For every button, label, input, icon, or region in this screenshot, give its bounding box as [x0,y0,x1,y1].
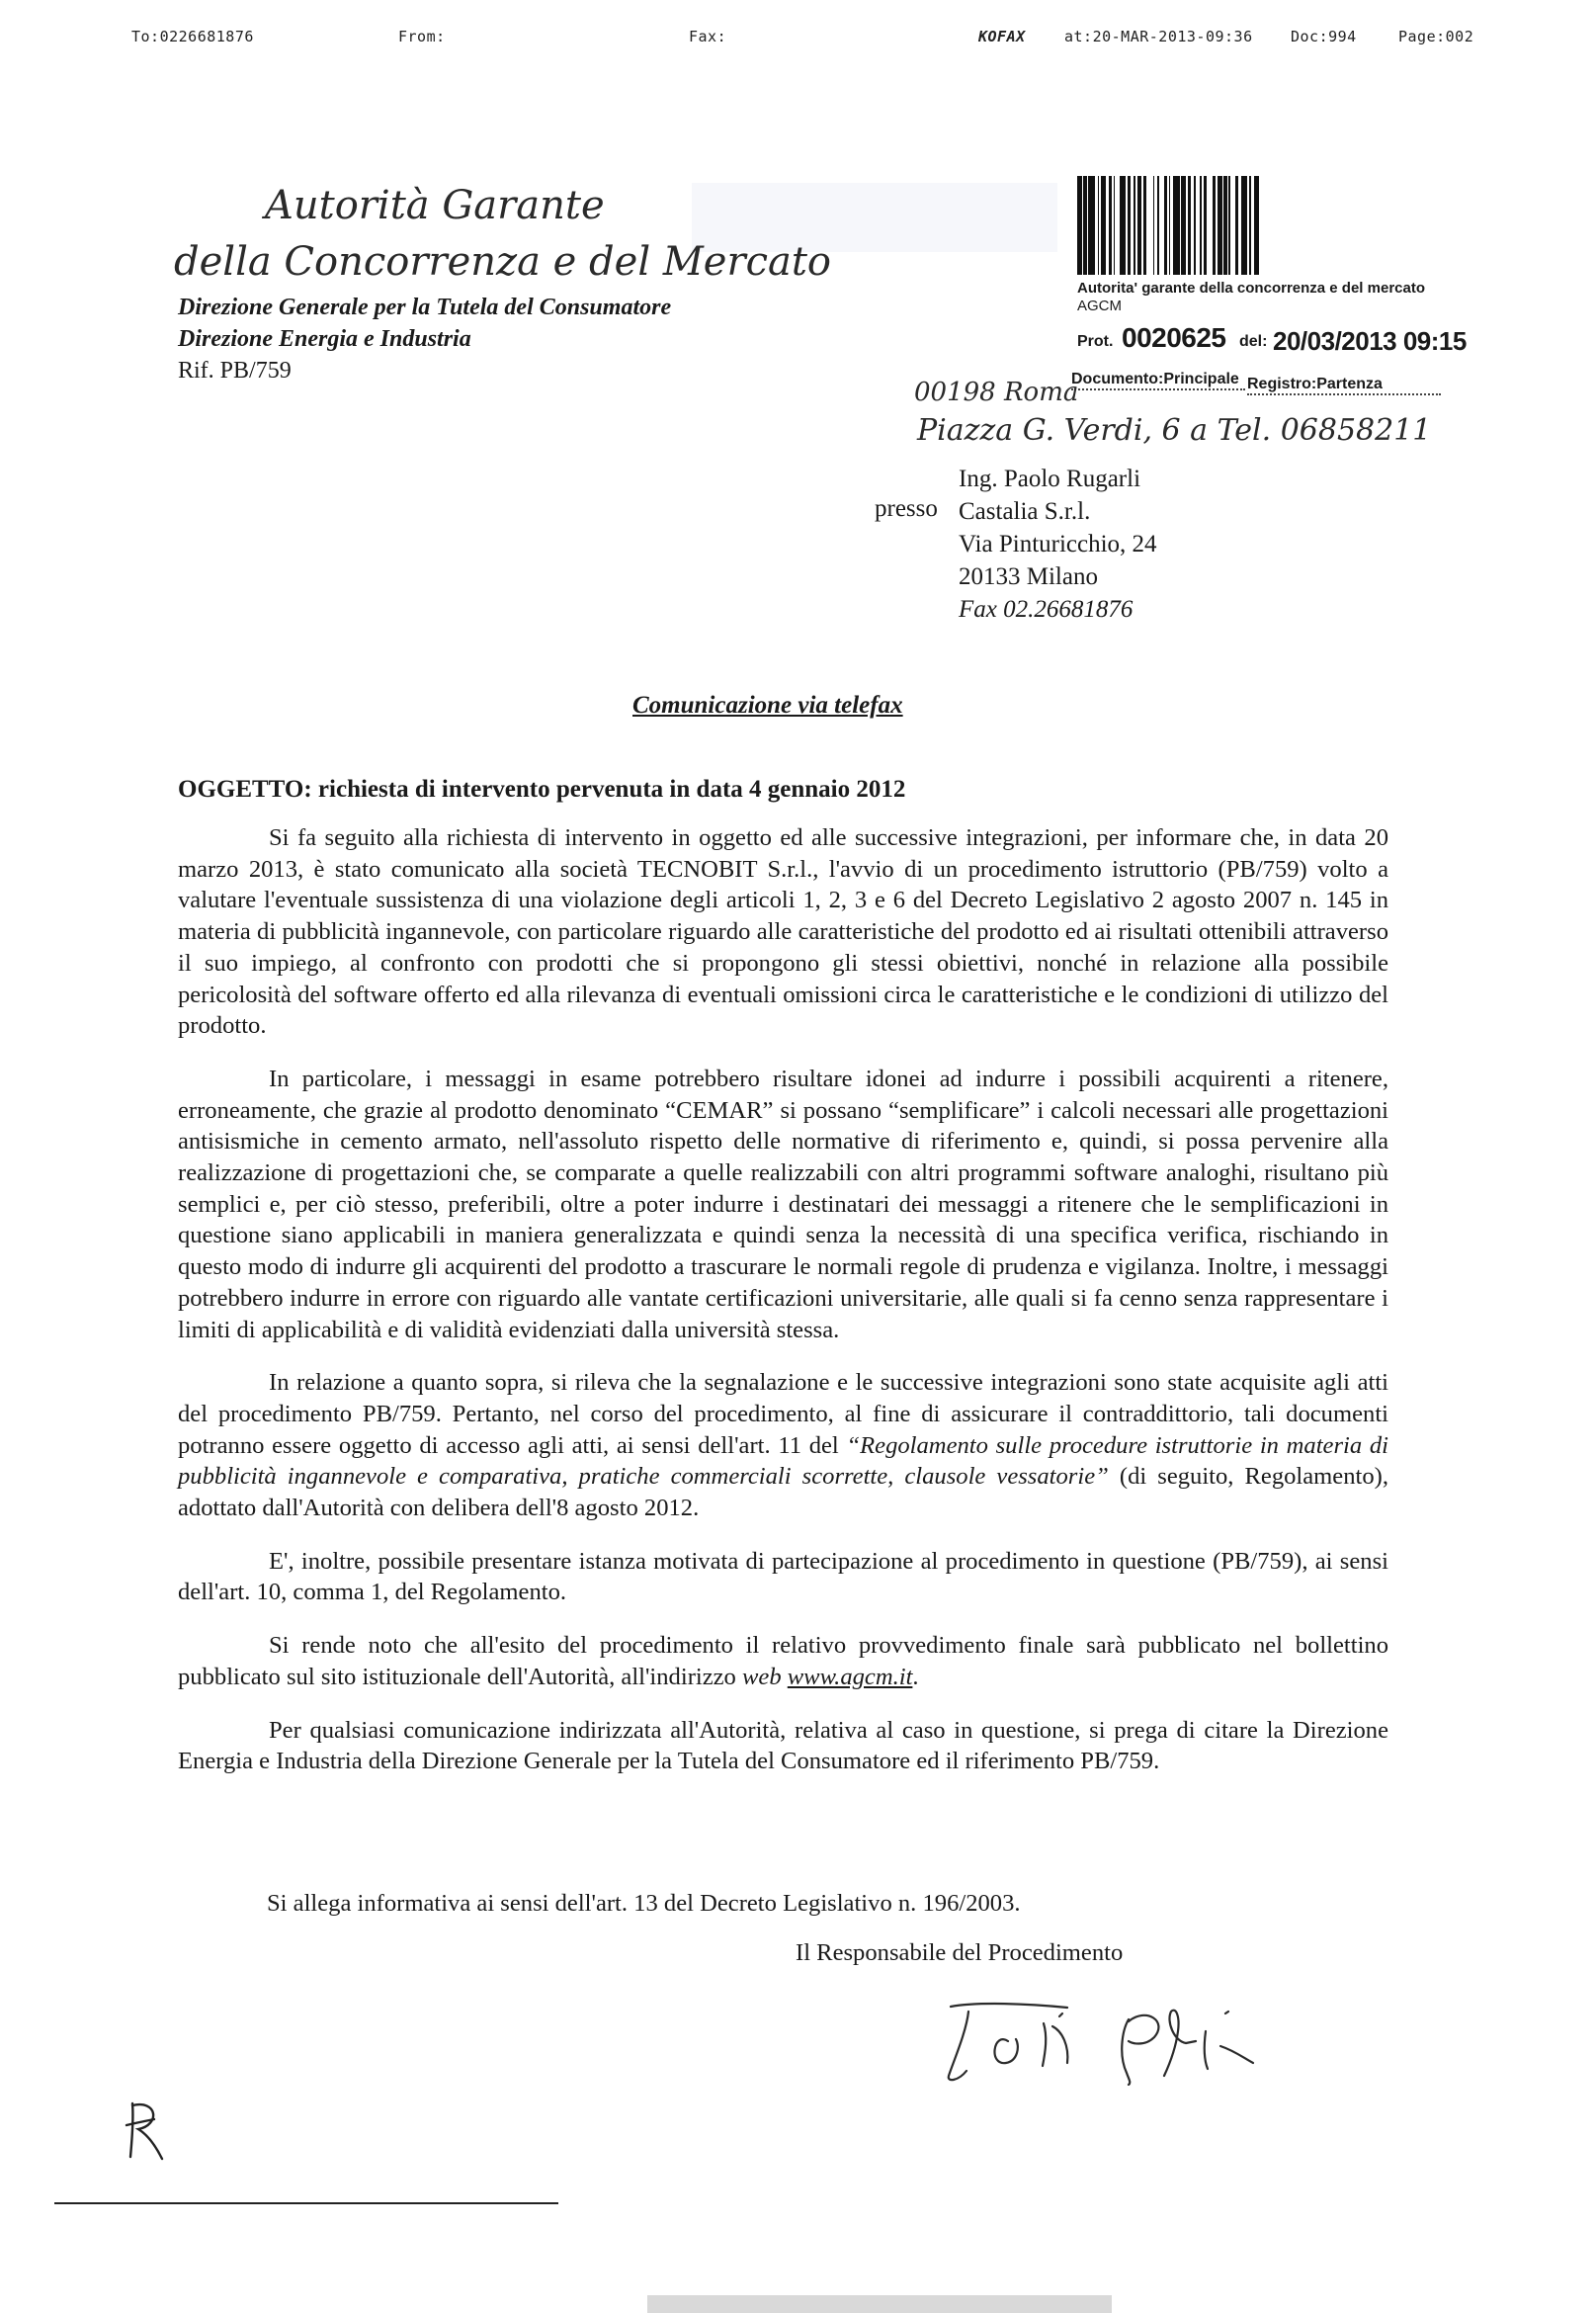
paragraph-3-text: In relazione a quanto sopra, si rileva che la segnalazione e le successive integrazioni sono state acquisite agli atti del procedimento PB/759. Pertanto, nel corso del procedimento, al fine di assicurare il contraddittorio, tali documenti potranno essere oggetto di accesso agli atti, ai sensi dell'art. 11 del [178,1369,1388,1459]
paragraph-4: E', inoltre, possibile presentare istanza motivata di partecipazione al procedimento in questione (PB/759), ai sensi dell'art. 10, comma 1, del Regolamento. [178,1547,1388,1606]
attachment-note: Si allega informativa ai sensi dell'art. 13 del Decreto Legislativo n. 196/2003. [267,1890,1021,1917]
stamp-date-time: 20/03/2013 09:15 [1273,326,1467,356]
paragraph-3 [178,1367,1388,1524]
handwritten-initial [119,2096,168,2165]
recipient-city: 20133 Milano [959,563,1098,590]
paragraph-5-end: . [912,1663,919,1690]
footer-rule [54,2202,558,2204]
paragraph-5 [178,1630,1388,1692]
stamp-prot-number: 0020625 [1122,322,1226,353]
fax-doc: Doc:994 [1291,28,1357,45]
web-word: web [742,1663,782,1690]
paragraph-1: Si fa seguito alla richiesta di intervento in oggetto ed alle successive integrazioni, per informare che, in data 20 marzo 2013, è stato comunicato alla società TECNOBIT S.r.l., l'avvio di un procedimento istruttorio (PB/759) volto a valutare l'eventuale sussistenza di una violazione degli articoli 1, 2, 3 e 6 del Decreto Legislativo 2 agosto 2007 n. 145 in materia di pubblicità ingannevole, con particolare riguardo alle caratteristiche del prodotto ed ai risultati ottenibili attraverso il suo impiego, al confronto con prodotti che si propongono gli stessi obiettivi, nonché in relazione alla possibile pericolosità del software offerto ed alla rilevanza di eventuali omissioni circa le caratteristiche e le condizioni di utilizzo del prodotto. [178,824,1388,1040]
letterhead-competition: della Concorrenza e del Mercato [174,239,831,285]
subject-line: OGGETTO: richiesta di intervento pervenuta in data 4 gennaio 2012 [178,776,906,803]
signatory-title: Il Responsabile del Procedimento [796,1939,1124,1966]
paragraph-6: Per qualsiasi comunicazione indirizzata all'Autorità, relativa al caso in questione, si prega di citare la Direzione Energia e Industria della Direzione Generale per la Tutela del Consumatore ed il riferimento PB/759. [178,1716,1388,1775]
fax-to: To:0226681876 [131,28,254,45]
protocol-barcode [1077,176,1433,275]
fax-at: at:20-MAR-2013-09:36 [1064,28,1253,45]
fax-from: From: [398,28,446,45]
recipient-street: Via Pinturicchio, 24 [959,531,1157,557]
paragraph-2: In particolare, i messaggi in esame potrebbero risultare idonei ad indurre i possibili acquirenti a ritenere, erroneamente, che grazie al prodotto denominato “CEMAR” si possano “semplificare” i calcoli necessari alle progettazioni antisismiche in cemento armato, nell'assoluto rispetto delle normative di riferimento e, quindi, si possa pervenire alla realizzazione di progettazioni che, se comparate a quelle realizzabili con altri programmi software analoghi, risultano più semplici e, per ciò stesso, preferibili, oltre a poter indurre i destinatari dei messaggi a ritenere che le semplificazioni in questione siano applicabili in maniera generalizzata e quindi senza la necessità di una specifica verifica, rischiando in questo modo di indurre gli acquirenti del prodotto a trascurare le normali regole di prudenza e vigilanza. Inoltre, i messaggi potrebbero indurre in errore con riguardo alle vantate certificazioni universitarie, alle quali si fa cenno senza rappresentare i limiti di applicabilità e di validità evidenziati dalla università stessa. [178,1065,1388,1343]
fax-kofax: KOFAX [978,28,1026,45]
agcm-link[interactable]: www.agcm.it [787,1663,913,1690]
stamp-doc-type: Documento:Principale [1071,371,1245,390]
stamp-agcm: AGCM [1077,298,1122,314]
department-energy: Direzione Energia e Industria [178,326,471,352]
regulation-title: “Regolamento sulle procedure istruttorie in materia di pubblicità ingannevole e comparativa, pratiche commerciali scorrette, clausole vessatorie” [178,1431,1388,1491]
office-street: Piazza G. Verdi, 6 a Tel. 06858211 [917,413,1432,448]
reference: Rif. PB/759 [178,358,292,384]
stamp-org: Autorita' garante della concorrenza e del mercato [1077,280,1426,297]
barcode-gap [1259,176,1261,275]
office-city: 00198 Roma [914,378,1079,407]
communication-heading: Comunicazione via telefax [632,692,903,719]
recipient-presso: presso [875,495,938,522]
recipient-block [959,463,1157,626]
stamp-del-label: del: [1239,333,1268,350]
fax-page: Page:002 [1398,28,1474,45]
handwritten-signature [781,1972,1295,2086]
letterhead-authority: Autorità Garante [265,183,605,228]
paragraph-3-tail: (di seguito, Regolamento), adottato dall'Autorità con delibera dell'8 agosto 2012. [178,1463,1388,1522]
recipient-fax: Fax 02.26681876 [959,596,1134,623]
department-consumer: Direzione Generale per la Tutela del Consumatore [178,295,672,320]
fax-number: Fax: [689,28,727,45]
stamp-registro: Registro:Partenza [1247,376,1441,395]
paragraph-5-text: Si rende noto che all'esito del procedimento il relativo provvedimento finale sarà pubblicato nel bollettino pubblicato sul sito istituzionale dell'Autorità, all'indirizzo [178,1632,1388,1690]
letter-body [178,822,1388,1799]
stamp-prot-label: Prot. [1077,333,1114,350]
scan-edge [647,2295,1112,2313]
recipient-name: Ing. Paolo Rugarli [959,466,1141,492]
recipient-company: Castalia S.r.l. [959,498,1091,525]
